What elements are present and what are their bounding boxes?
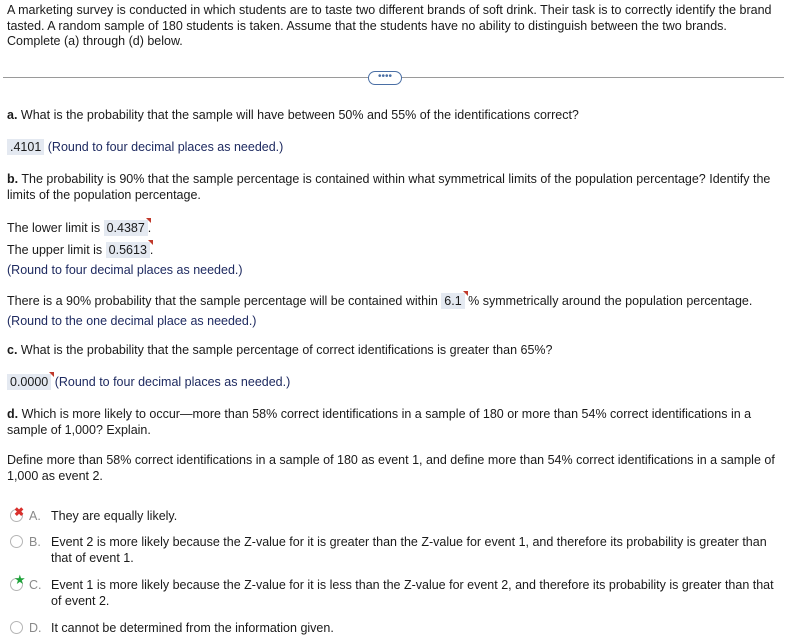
show-more-button[interactable]: •••• xyxy=(368,71,402,85)
option-a-text: They are equally likely. xyxy=(51,509,178,523)
incorrect-flag-icon xyxy=(148,240,153,245)
incorrect-flag-icon xyxy=(49,372,54,377)
option-b-text: Event 2 is more likely because the Z-value for it is greater than the Z-value for event 1, and therefore its probability is greater than that of event 1. xyxy=(51,535,767,565)
incorrect-flag-icon xyxy=(146,218,151,223)
upper-limit-label: The upper limit is xyxy=(7,243,103,257)
part-a-answer-box[interactable] xyxy=(7,139,44,155)
part-b-letter: b. xyxy=(7,172,19,186)
part-a-letter: a. xyxy=(7,108,18,122)
part-d-letter: d. xyxy=(7,407,19,421)
part-a-text: What is the probability that the sample will have between 50% and 55% of the identifications correct? xyxy=(20,108,579,122)
incorrect-flag-icon xyxy=(463,291,468,296)
upper-limit-row xyxy=(7,242,153,258)
upper-limit-answer-box[interactable] xyxy=(106,242,150,258)
within-row xyxy=(7,293,752,309)
part-c-answer-value: 0.0000 xyxy=(10,375,49,389)
part-d-text: Which is more likely to occur—more than 58% correct identifications in a sample of 180 or more than 54% correct identifications in a sample of 1,000? Explain. xyxy=(7,407,752,437)
part-c-letter: c. xyxy=(7,343,18,357)
option-c-letter: C. xyxy=(29,578,42,592)
part-c-answer-row xyxy=(7,374,290,390)
part-d-definition: Define more than 58% correct identifications in a sample of 180 as event 1, and define more than 54% correct identifications in a sample of 1,000 as event 2. xyxy=(7,453,775,483)
part-b-text: The probability is 90% that the sample percentage is contained within what symmetrical limits of the population percentage? Identify the limits of the population percentage. xyxy=(7,172,771,202)
part-c-question xyxy=(7,342,782,358)
lower-limit-label: The lower limit is xyxy=(7,221,101,235)
option-a-letter: A. xyxy=(29,509,41,523)
within-value: 6.1 xyxy=(444,294,462,308)
option-d-radio[interactable] xyxy=(10,621,23,634)
within-answer-box[interactable] xyxy=(441,293,464,309)
part-d-question xyxy=(7,406,782,438)
part-c-text: What is the probability that the sample percentage of correct identifications is greater than 65%? xyxy=(20,343,553,357)
within-hint: (Round to the one decimal place as needed.) xyxy=(7,314,257,328)
within-prefix: There is a 90% probability that the sample percentage will be contained within xyxy=(7,294,438,308)
option-d-letter: D. xyxy=(29,621,42,635)
problem-statement: A marketing survey is conducted in which students are to taste two different brands of soft drink. Their task is to correctly identify the brand tasted. A random sample of 180 students is taken. Assume that the students have no ability to distinguish between the two brands. Complete (a) through (d) below. xyxy=(7,3,772,48)
upper-limit-value: 0.5613 xyxy=(108,243,147,257)
part-a-question xyxy=(7,107,782,123)
option-c-text: Event 1 is more likely because the Z-value for it is less than the Z-value for event 2, and therefore its probability is greater than that of event 2. xyxy=(51,578,774,608)
correct-star-icon: ★ xyxy=(14,572,26,587)
part-b-hint: (Round to four decimal places as needed.) xyxy=(7,263,243,277)
incorrect-x-icon: ✖ xyxy=(14,505,25,519)
part-c-answer-box[interactable] xyxy=(7,374,51,390)
lower-limit-value: 0.4387 xyxy=(106,221,145,235)
within-suffix: % symmetrically around the population percentage. xyxy=(468,294,753,308)
lower-limit-row xyxy=(7,220,151,236)
part-a-answer-value: .4101 xyxy=(10,140,42,154)
option-b-radio[interactable] xyxy=(10,535,23,548)
upper-limit-period: . xyxy=(149,243,154,257)
lower-limit-period: . xyxy=(147,221,152,235)
option-d-text: It cannot be determined from the information given. xyxy=(51,621,334,635)
part-a-hint: (Round to four decimal places as needed.) xyxy=(47,140,284,154)
lower-limit-answer-box[interactable] xyxy=(104,220,148,236)
part-c-hint: (Round to four decimal places as needed.) xyxy=(54,375,291,389)
option-b-letter: B. xyxy=(29,535,41,549)
part-b-question xyxy=(7,171,782,203)
part-a-answer-row xyxy=(7,139,283,155)
